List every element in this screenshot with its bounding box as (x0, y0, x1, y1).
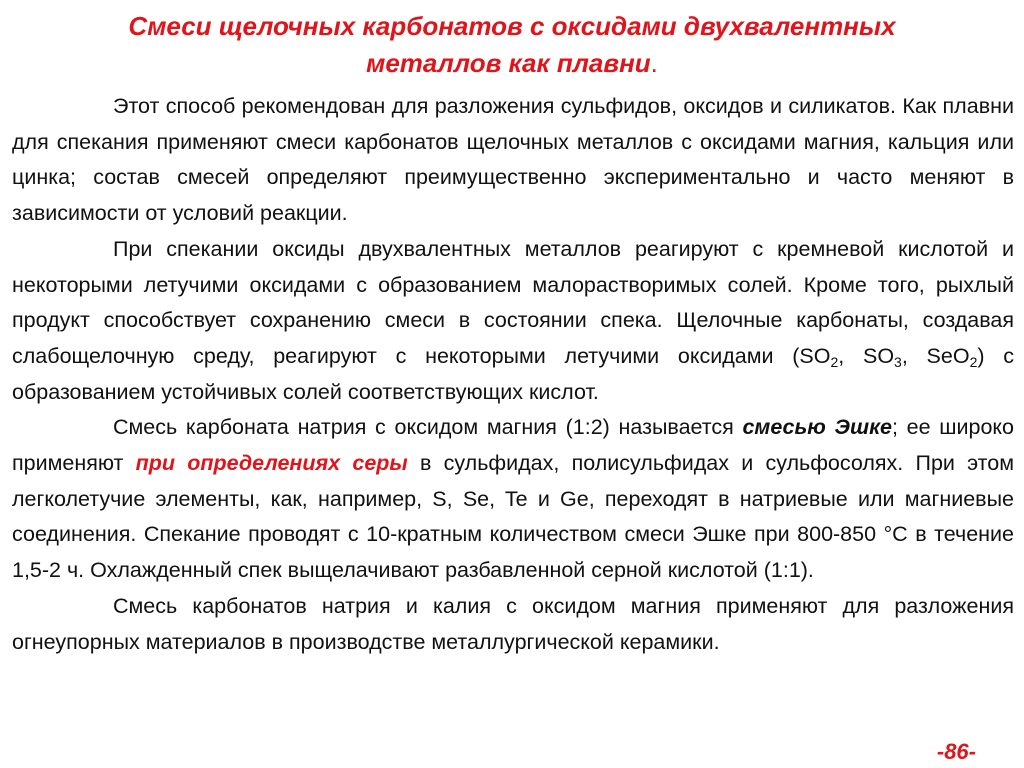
paragraph-eschka (12, 410, 1014, 589)
paragraph-sintering (12, 232, 1014, 411)
paragraph-refractory: Смесь карбонатов натрия и калия с оксидом магния применяют для разложения огнеупорных материалов в производстве металлургической керамики. (12, 593, 1014, 654)
eschka-term: смесью Эшке (742, 415, 892, 440)
slide-title (20, 8, 1004, 82)
sintering-text-b: , SO (838, 343, 895, 368)
eschka-text-c: в сульфидах, полисульфидах и сульфосолях. При этом легколетучие элементы, как, например, S, Se, Te и Ge, переходят в натриевые или магниевые соединения. Спекание проводят с 10-кратным количеством смеси Эшке при 800-850 °С в течение 1,5-2 ч. Охлажденный спек выщелачивают разбавленной серной кислотой (1:1). (12, 451, 1014, 583)
sulfur-determination-highlight: при определениях серы (135, 451, 408, 476)
title-line-2: металлов как плавни (366, 48, 651, 78)
sintering-text-c: , SeO (901, 343, 970, 368)
sintering-text-d: ) с образованием устойчивых солей соответствующих кислот. (12, 343, 1014, 404)
eschka-text-a: Смесь карбоната натрия с оксидом магния (1:2) называется (113, 415, 743, 440)
subscript-so2: 2 (830, 353, 839, 370)
body-text (12, 89, 1014, 660)
subscript-seo2: 2 (969, 353, 978, 370)
title-period: . (650, 48, 658, 78)
subscript-so3: 3 (894, 353, 902, 370)
page-number: -86- (936, 739, 976, 764)
sintering-text-a: При спекании оксиды двухвалентных металлов реагируют с кремневой кислотой и некоторыми летучими оксидами с образованием малорастворимых солей. Кроме того, рыхлый продукт способствует сохранению смеси в состоянии спека. Щелочные карбонаты, создавая слабощелочную среду, реагируют с некоторыми летучими оксидами (SO (12, 236, 1014, 368)
title-line-1: Смеси щелочных карбонатов с оксидами двухвалентных (128, 11, 896, 41)
paragraph-method: Этот способ рекомендован для разложения сульфидов, оксидов и силикатов. Как плавни для спекания применяют смеси карбонатов щелочных металлов с оксидами магния, кальция или цинка; состав смесей определяют преимущественно экспериментально и часто меняют в зависимости от условий реакции. (12, 94, 1014, 226)
eschka-text-b: ; ее широко применяют (12, 415, 1015, 476)
